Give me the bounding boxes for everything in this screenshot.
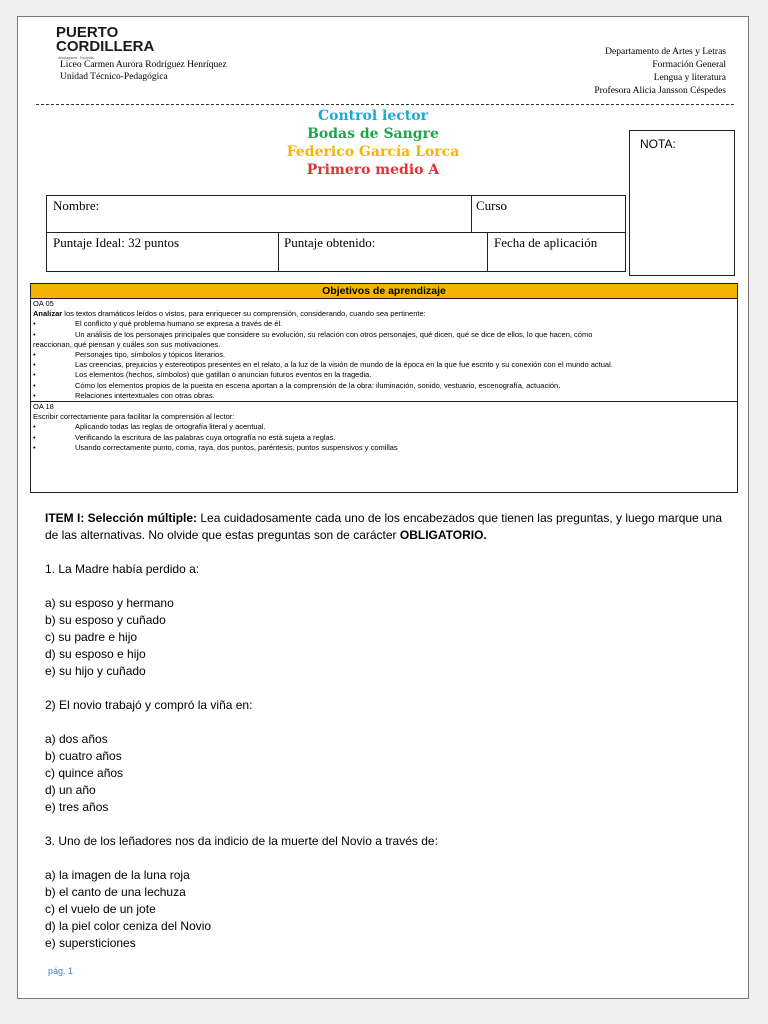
- option-3c[interactable]: c) el vuelo de un jote: [45, 902, 156, 916]
- name-field[interactable]: Nombre:: [53, 198, 100, 213]
- school-name: Liceo Carmen Aurora Rodríguez Henríquez: [60, 60, 227, 70]
- oa18-item: • Verificando la escritura de las palabras cuya ortografía no está sujeta a reglas.: [33, 432, 336, 442]
- dept-line: Lengua y literatura: [653, 73, 726, 83]
- oa05-lead-bold: Analizar: [33, 309, 63, 319]
- oa05-item: • Cómo los elementos propios de la puesta en escena aportan a la comprensión de la obra: iluminación, sonido, vestuario, escenografía, actuación.: [33, 380, 561, 390]
- option-2a[interactable]: a) dos años: [45, 732, 108, 746]
- option-2e[interactable]: e) tres años: [45, 800, 109, 814]
- logo-line1: PUERTO: [56, 24, 119, 41]
- student-info-table: [46, 195, 626, 272]
- oa05-item: • Los elementos (hechos, símbolos) que gatillan o anuncian futuros eventos en la tragedia.: [33, 370, 372, 380]
- question-2: 2) El novio trabajó y compró la viña en:: [45, 698, 253, 712]
- option-1e[interactable]: e) su hijo y cuñado: [45, 664, 146, 678]
- title-book: Bodas de Sangre: [307, 126, 439, 142]
- dept-line: Profesora Alicia Jansson Céspedes: [594, 86, 726, 96]
- grade-label: NOTA:: [640, 137, 676, 151]
- grade-box[interactable]: [629, 130, 735, 276]
- oa18-label: OA 18: [33, 402, 54, 412]
- oa18-item: • Aplicando todas las reglas de ortografía literal y acentual.: [33, 422, 266, 432]
- option-3e[interactable]: e) supersticiones: [45, 936, 136, 950]
- option-1b[interactable]: b) su esposo y cuñado: [45, 613, 166, 627]
- date-field[interactable]: Fecha de aplicación: [494, 235, 598, 250]
- question-3: 3. Uno de los leñadores nos da indicio de la muerte del Novio a través de:: [45, 834, 438, 848]
- option-2c[interactable]: c) quince años: [45, 766, 124, 780]
- option-2d[interactable]: d) un año: [45, 783, 96, 797]
- dept-line: Formación General: [652, 60, 726, 70]
- option-3b[interactable]: b) el canto de una lechuza: [45, 885, 186, 899]
- oa05-item: • Relaciones intertextuales con otras obras.: [33, 390, 215, 400]
- option-1c[interactable]: c) su padre e hijo: [45, 630, 138, 644]
- ideal-score: Puntaje Ideal: 32 puntos: [53, 235, 180, 250]
- title-course: Primero medio A: [306, 162, 440, 178]
- option-2b[interactable]: b) cuatro años: [45, 749, 122, 763]
- obtained-score-field[interactable]: Puntaje obtenido:: [284, 235, 376, 250]
- oa05-item: • Un análisis de los personajes principales que considere su evolución, su relación con otros personajes, qué dicen, qué se dice de ellos, lo que hacen, cómo: [33, 329, 593, 339]
- document-titles: [148, 107, 598, 179]
- option-1a[interactable]: a) su esposo y hermano: [45, 596, 174, 610]
- option-1d[interactable]: d) su esposo e hijo: [45, 647, 146, 661]
- title-author: Federico García Lorca: [286, 144, 460, 160]
- logo-line2: CORDILLERA: [56, 38, 155, 55]
- oa18-item: • Usando correctamente punto, coma, raya, dos puntos, paréntesis, puntos suspensivos y comillas: [33, 442, 398, 452]
- oa05-item-continuation: reaccionan, qué piensan y cuáles son sus motivaciones.: [33, 339, 221, 349]
- option-3d[interactable]: d) la piel color ceniza del Novio: [45, 919, 212, 933]
- oa05-lead: [31, 309, 737, 319]
- item-one-section: [45, 510, 735, 952]
- oa05-item: • El conflicto y qué problema humano se expresa a través de él.: [33, 319, 283, 329]
- title-control-lector: Control lector: [318, 108, 428, 124]
- dashed-divider: [36, 104, 734, 105]
- document-page: [17, 16, 749, 999]
- question-1: 1. La Madre había perdido a:: [45, 562, 200, 576]
- course-field[interactable]: Curso: [476, 198, 508, 213]
- logo-subtitle: Antofagasta · Tocopilla: [58, 56, 94, 60]
- department-info: [594, 46, 726, 98]
- item-one-instructions: ITEM I: Selección múltiple: Lea cuidadosamente cada uno de los encabezados que tienen las preguntas, y luego marque una de las alternativas. No olvide que estas preguntas son de carácter OBLIGATORIO.: [45, 511, 723, 542]
- school-unit: Unidad Técnico-Pedagógica: [60, 72, 168, 82]
- option-3a[interactable]: a) la imagen de la luna roja: [45, 868, 190, 882]
- oa18-lead: Escribir correctamente para facilitar la comprensión al lector:: [33, 412, 235, 422]
- school-info: [60, 59, 227, 83]
- oa05-item: • Las creencias, prejuicios y estereotipos presentes en el relato, a la luz de la visión de mundo de la época en la que fue escrito y su conexión con el mundo actual.: [33, 360, 613, 370]
- dept-line: Departamento de Artes y Letras: [605, 47, 726, 57]
- oa05-lead-rest: los textos dramáticos leídos o vistos, para enriquecer su comprensión, considerando, cuando sea pertinente:: [62, 309, 426, 319]
- oa05-item: • Personajes tipo, símbolos y tópicos literarios.: [33, 350, 226, 360]
- oa05-label: OA 05: [33, 299, 54, 308]
- page-number: pág. 1: [48, 966, 74, 976]
- school-logo: [56, 26, 154, 54]
- objectives-header: Objetivos de aprendizaje: [31, 284, 737, 299]
- learning-objectives: [30, 283, 738, 493]
